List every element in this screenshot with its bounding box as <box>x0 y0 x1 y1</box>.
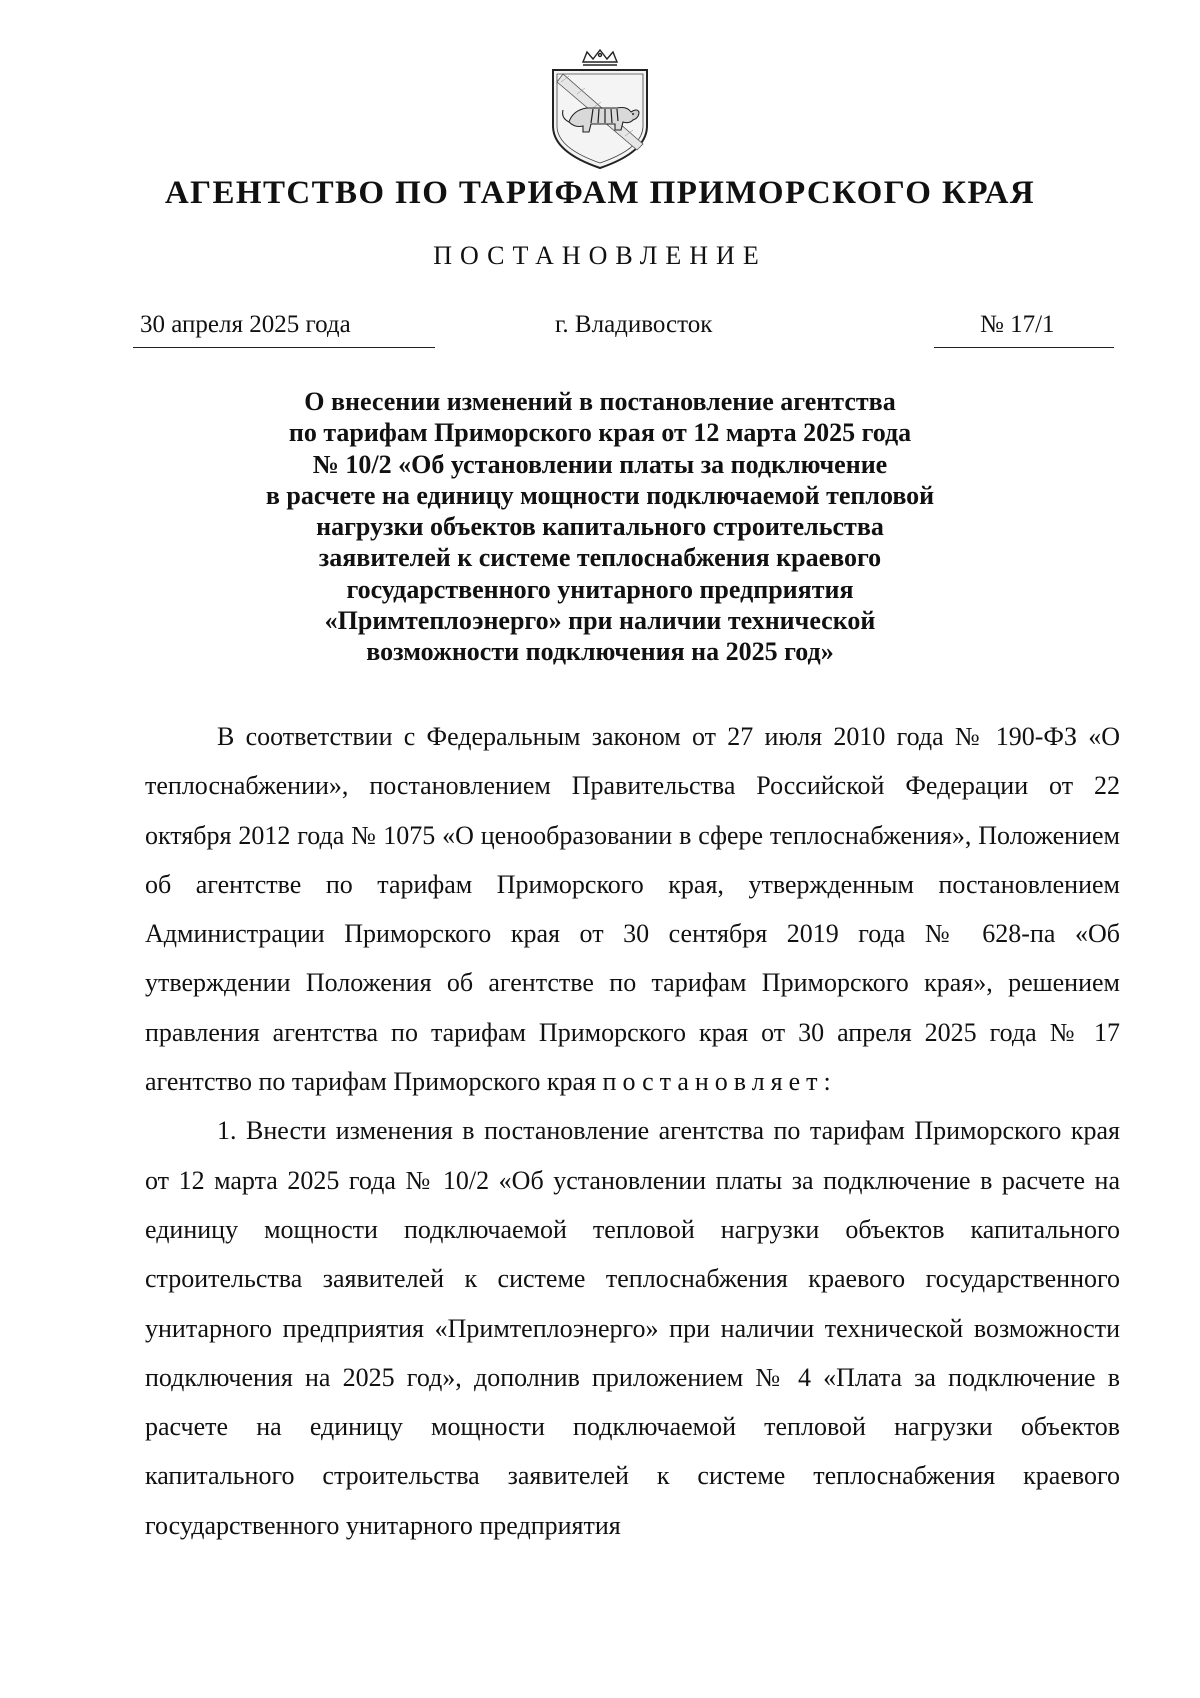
title-line: нагрузки объектов капитального строительства <box>316 512 884 542</box>
title-line: заявителей к системе теплоснабжения краевого <box>318 543 882 573</box>
document-type: ПОСТАНОВЛЕНИЕ <box>433 241 767 270</box>
document-number: № 17/1 <box>934 311 1114 348</box>
title-line: № 10/2 «Об установлении платы за подключение <box>312 449 888 479</box>
title-line: «Примтеплоэнерго» при наличии технической <box>324 606 876 636</box>
title-line: О внесении изменений в постановление агентства <box>304 387 896 416</box>
document-city: г. Владивосток <box>555 311 713 338</box>
title-line: в расчете на единицу мощности подключаемой тепловой <box>265 480 935 510</box>
title-line: возможности подключения на 2025 год» <box>366 637 834 667</box>
document-title <box>200 386 1000 668</box>
document-date: 30 апреля 2025 года <box>133 311 435 348</box>
coat-of-arms-icon <box>547 48 653 173</box>
preamble-text: В соответствии с Федеральным законом от 27 июля 2010 года № 190-ФЗ «О теплоснабжении», постановлением Правительства Российской Федерации от 22 октября 2012 года № 1075 «О ценообразовании в сфере теплоснабжения», Положением об агентстве по тарифам Приморского края, утвержденным постановлением Администрации Приморского края от 30 сентября 2019 года № 628-па «Об утверждении Положения об агентстве по тарифам Приморского края», решением правления агентства по тарифам Приморского края от 30 апреля 2025 года № 17 агентство по тарифам Приморского края <box>145 722 1120 1097</box>
title-line: государственного унитарного предприятия <box>346 574 854 604</box>
agency-name: АГЕНТСТВО ПО ТАРИФАМ ПРИМОРСКОГО КРАЯ <box>164 175 1036 211</box>
decree-word: постановляет: <box>602 1067 837 1097</box>
title-line: по тарифам Приморского края от 12 марта 2025 года <box>288 418 912 448</box>
item-1-paragraph: 1. Внести изменения в постановление агентства по тарифам Приморского края от 12 марта 2025 года № 10/2 «Об установлении платы за подключение в расчете на единицу мощности подключаемой тепловой нагрузки объектов капитального строительства заявителей к системе теплоснабжения краевого государственного унитарного предприятия «Примтеплоэнерго» при наличии технической возможности подключения на 2025 год», дополнив приложением № 4 «Плата за подключение в расчете на единицу мощности подключаемой тепловой нагрузки объектов капитального строительства заявителей к системе теплоснабжения краевого государственного унитарного предприятия <box>145 1116 1120 1540</box>
document-body <box>145 712 1120 1550</box>
preamble-paragraph <box>145 712 1120 1106</box>
